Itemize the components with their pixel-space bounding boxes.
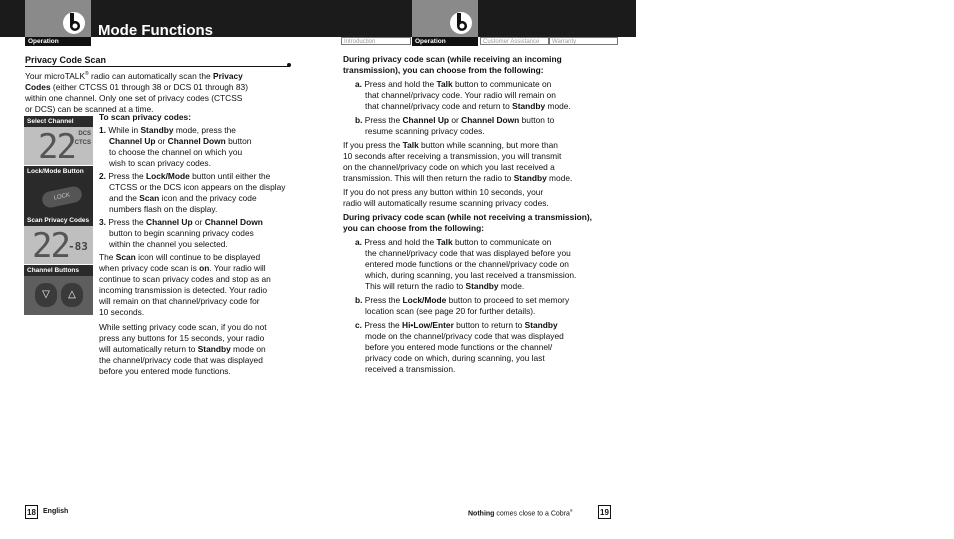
footer-slogan: Nothing comes close to a Cobra® — [468, 508, 573, 518]
cobra-logo-icon — [61, 8, 87, 36]
page-title: Mode Functions — [98, 22, 213, 39]
option-b-not-receiving: b. Press the Lock/Mode button to proceed to set memory location scan (see page 20 for further details). — [355, 295, 570, 316]
tab-label-operation: Operation — [412, 37, 478, 46]
steps-heading: To scan privacy codes: — [99, 112, 192, 122]
image-caption: Lock/Mode Button — [24, 166, 93, 177]
cobra-logo-icon — [448, 8, 474, 36]
option-a-not-receiving: a. Press and hold the Talk button to communicate on the channel/privacy code that was displayed before you entered mode functions or the channel/privacy code on which, during scanning, you last received a transmission. This will return the radio to Standby mode. — [355, 237, 577, 291]
page-number-left: 18 — [25, 505, 38, 519]
step-1: 1. While in Standby mode, press the Channel Up or Channel Down button to choose the channel on which you wish to scan privacy codes. — [99, 125, 252, 168]
option-c-not-receiving: c. Press the Hi•Low/Enter button to return to Standby mode on the channel/privacy code that was displayed before you entered mode functions or the channel/ privacy code on which, during scanning, you last received a transmission. — [355, 320, 564, 374]
heading-not-receiving: During privacy code scan (while not receiving a transmission), you can choose from the following: — [343, 212, 592, 233]
footer-language: English — [43, 508, 69, 515]
right-column — [343, 54, 633, 375]
image-caption: Scan Privacy Codes — [24, 215, 93, 226]
option-a-receiving: a. Press and hold the Talk button to communicate on that channel/privacy code. Your radio will remain on that channel/privacy code and return to Standby mode. — [355, 79, 571, 111]
talk-paragraph: If you press the Talk button while scanning, but more than 10 seconds after receiving a transmission, you will transmit on the channel/privacy code on which you last received a transmission. This will then return the radio to Standby mode. — [343, 140, 573, 183]
image-caption: Select Channel — [24, 116, 93, 127]
tab-label-operation: Operation — [25, 37, 91, 46]
heading-receiving: During privacy code scan (while receiving an incoming transmission), you can choose from the following: — [343, 54, 562, 75]
step-2: 2. Press the Lock/Mode button until either the CTCSS or the DCS icon appears on the display and the Scan icon and the privacy code numbers flash on the display. — [99, 171, 286, 214]
section-heading: Privacy Code Scan — [25, 55, 107, 65]
lock-mode-button-image — [24, 166, 93, 215]
nav-tab-customer-assistance[interactable]: Customer Assistance — [480, 37, 549, 45]
chevron-up-icon: △ — [61, 283, 83, 307]
header-bar — [0, 0, 636, 37]
divider-dot — [287, 63, 291, 67]
resume-paragraph: If you do not press any button within 10 seconds, your radio will automatically resume scanning privacy codes. — [343, 187, 549, 208]
select-channel-image — [24, 116, 93, 165]
page-number-right: 19 — [598, 505, 611, 519]
channel-buttons-image — [24, 265, 93, 315]
section-tab-left — [25, 0, 91, 46]
scan-privacy-codes-image — [24, 215, 93, 264]
divider — [25, 66, 290, 67]
lock-button-photo: LOCK — [24, 177, 93, 215]
nav-tab-introduction[interactable]: Introduction — [341, 37, 411, 45]
option-b-receiving: b. Press the Channel Up or Channel Down button to resume scanning privacy codes. — [355, 115, 555, 136]
image-caption: Channel Buttons — [24, 265, 93, 276]
steps-block — [99, 112, 299, 377]
timeout-paragraph: While setting privacy code scan, if you do not press any buttons for 15 seconds, your radio will automatically return to Standby mode on the channel/privacy code that was displayed before you entered mode functions. — [99, 322, 267, 376]
lcd-display: 22 -83 — [24, 226, 93, 264]
channel-buttons-photo — [24, 276, 93, 315]
intro-paragraph: Your microTALK® radio can automatically scan the Privacy Codes (either CTCSS 01 through 38 or DCS 01 through 83) within one channel. Only one set of privacy codes (CTCSS or DCS) can be scanned at a time. — [25, 70, 248, 114]
lcd-display: 22 DCS CTCS — [24, 127, 93, 165]
scan-paragraph: The Scan icon will continue to be displayed when privacy code scan is on. Your radio will continue to scan privacy codes and stop as an incoming transmission is detected. Your radio will remain on that channel/privacy code for 10 seconds. — [99, 252, 271, 317]
step-3: 3. Press the Channel Up or Channel Down button to begin scanning privacy codes within the channel you selected. — [99, 217, 263, 249]
chevron-down-icon: ▽ — [35, 283, 57, 307]
nav-tab-warranty[interactable]: Warranty — [549, 37, 618, 45]
section-nav — [341, 37, 618, 45]
